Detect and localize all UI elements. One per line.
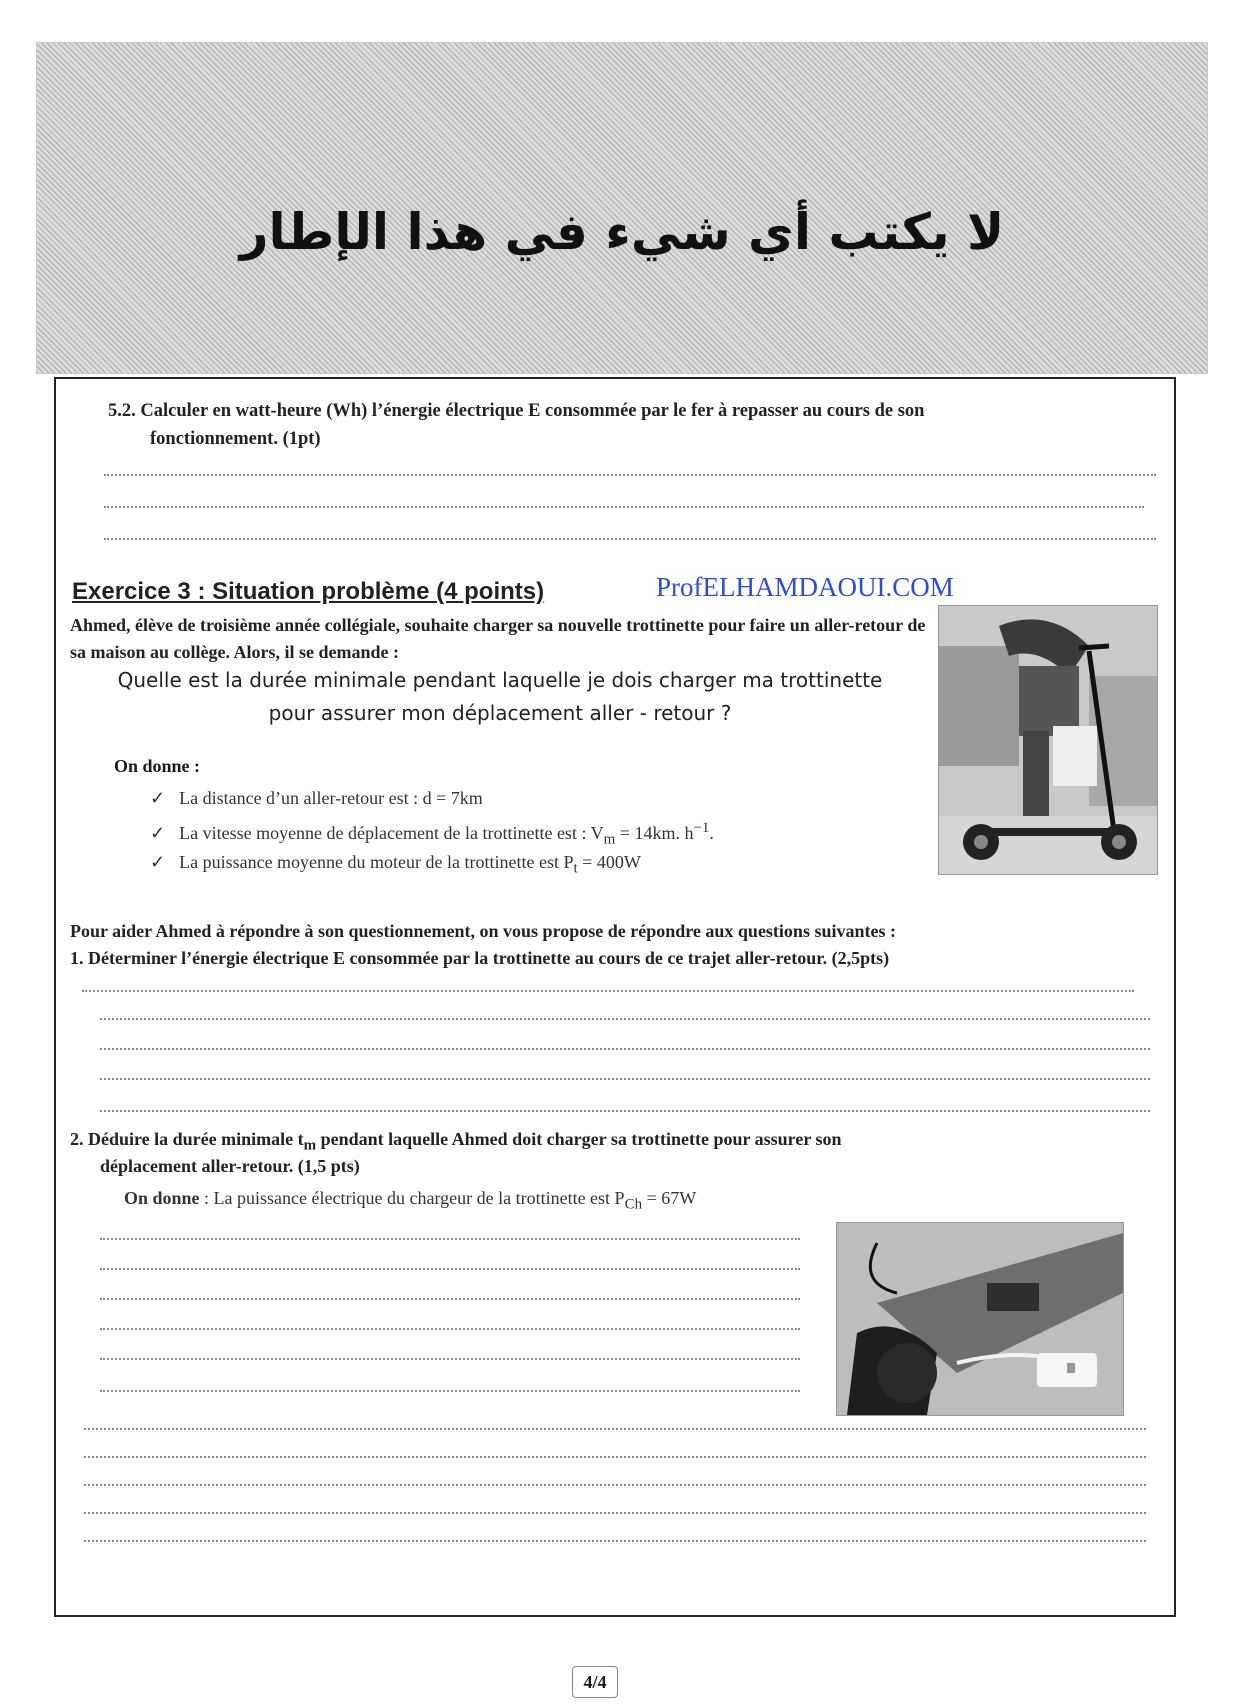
answer-line[interactable] [100, 1358, 800, 1360]
check-icon: ✓ [150, 823, 166, 843]
answer-line[interactable] [100, 1048, 1150, 1050]
subscript: Ch [624, 1196, 643, 1213]
answer-line[interactable] [84, 1456, 1146, 1458]
givens-title: On donne : [114, 756, 201, 776]
charger-illustration [837, 1223, 1123, 1415]
exercise-question [70, 664, 930, 730]
given-power-text: La puissance moyenne du moteur de la trottinette est P [179, 852, 574, 872]
period: . [709, 823, 714, 843]
charger-given-value: = 67W [642, 1188, 697, 1208]
given-label: On donne [124, 1188, 200, 1208]
given-power-value: = 400W [577, 852, 641, 872]
answer-line[interactable] [100, 1298, 800, 1300]
answer-line[interactable] [104, 538, 1156, 540]
question-1: 1. Déterminer l’énergie électrique E consommée par la trottinette au cours de ce trajet aller-retour. (2,5pts) [70, 948, 890, 968]
answer-frame [54, 377, 1176, 1617]
check-icon: ✓ [150, 788, 166, 808]
charger-photo [836, 1222, 1124, 1416]
given-speed-value: = 14km. h [615, 823, 694, 843]
help-intro: Pour aider Ahmed à répondre à son questionnement, on vous propose de répondre aux questions suivantes : [70, 921, 896, 941]
given-distance-text: La distance d’un aller-retour est : d = 7km [179, 788, 483, 808]
answer-line[interactable] [84, 1540, 1146, 1542]
exercise-title: Exercice 3 : Situation problème (4 points) [72, 578, 545, 605]
answer-line[interactable] [100, 1018, 1150, 1020]
answer-line[interactable] [84, 1512, 1146, 1514]
charger-given-text: : La puissance électrique du chargeur de la trottinette est P [199, 1188, 625, 1208]
website-watermark: ProfELHAMDAOUI.COM [656, 572, 954, 602]
answer-line[interactable] [84, 1484, 1146, 1486]
question-2-text: 2. Déduire la durée minimale t [70, 1129, 304, 1149]
superscript: −1 [693, 820, 710, 836]
scooter-illustration [939, 606, 1157, 874]
question-2-line2: déplacement aller-retour. (1,5 pts) [100, 1156, 360, 1176]
answer-line[interactable] [100, 1390, 800, 1392]
page-number: 4/4 [572, 1666, 618, 1698]
given-distance [150, 788, 483, 809]
no-writing-banner [36, 42, 1208, 374]
answer-line[interactable] [100, 1328, 800, 1330]
question-5-2-line1: 5.2. Calculer en watt-heure (Wh) l’énergie électrique E consommée par le fer à repasser au cours de son [108, 401, 925, 421]
check-icon: ✓ [150, 852, 166, 872]
question-line2: pour assurer mon déplacement aller - retour ? [268, 701, 732, 725]
answer-line[interactable] [82, 990, 1134, 992]
question-2-text-cont: pendant laquelle Ahmed doit charger sa trottinette pour assurer son [316, 1129, 842, 1149]
scooter-photo [938, 605, 1158, 875]
answer-line[interactable] [100, 1238, 800, 1240]
answer-line[interactable] [100, 1078, 1150, 1080]
answer-line[interactable] [100, 1110, 1150, 1112]
answer-line[interactable] [104, 506, 1144, 508]
given-speed-text: La vitesse moyenne de déplacement de la trottinette est : V [179, 823, 604, 843]
given-power [150, 852, 641, 878]
banner-text: لا يكتب أي شيء في هذا الإطار [239, 203, 1005, 261]
subscript: m [303, 1137, 317, 1154]
question-5-2-line2: fonctionnement. (1pt) [150, 429, 321, 449]
answer-line[interactable] [84, 1428, 1146, 1430]
question-line1: Quelle est la durée minimale pendant laquelle je dois charger ma trottinette [117, 668, 883, 692]
charger-given [124, 1188, 696, 1214]
subscript: m [603, 831, 616, 848]
answer-line[interactable] [100, 1268, 800, 1270]
given-speed [150, 820, 714, 849]
subscript: t [573, 860, 578, 877]
exercise-intro: Ahmed, élève de troisième année collégiale, souhaite charger sa nouvelle trottinette pour faire un aller-retour de sa maison au collège. Alors, il se demande : [70, 615, 926, 662]
answer-line[interactable] [104, 474, 1156, 476]
